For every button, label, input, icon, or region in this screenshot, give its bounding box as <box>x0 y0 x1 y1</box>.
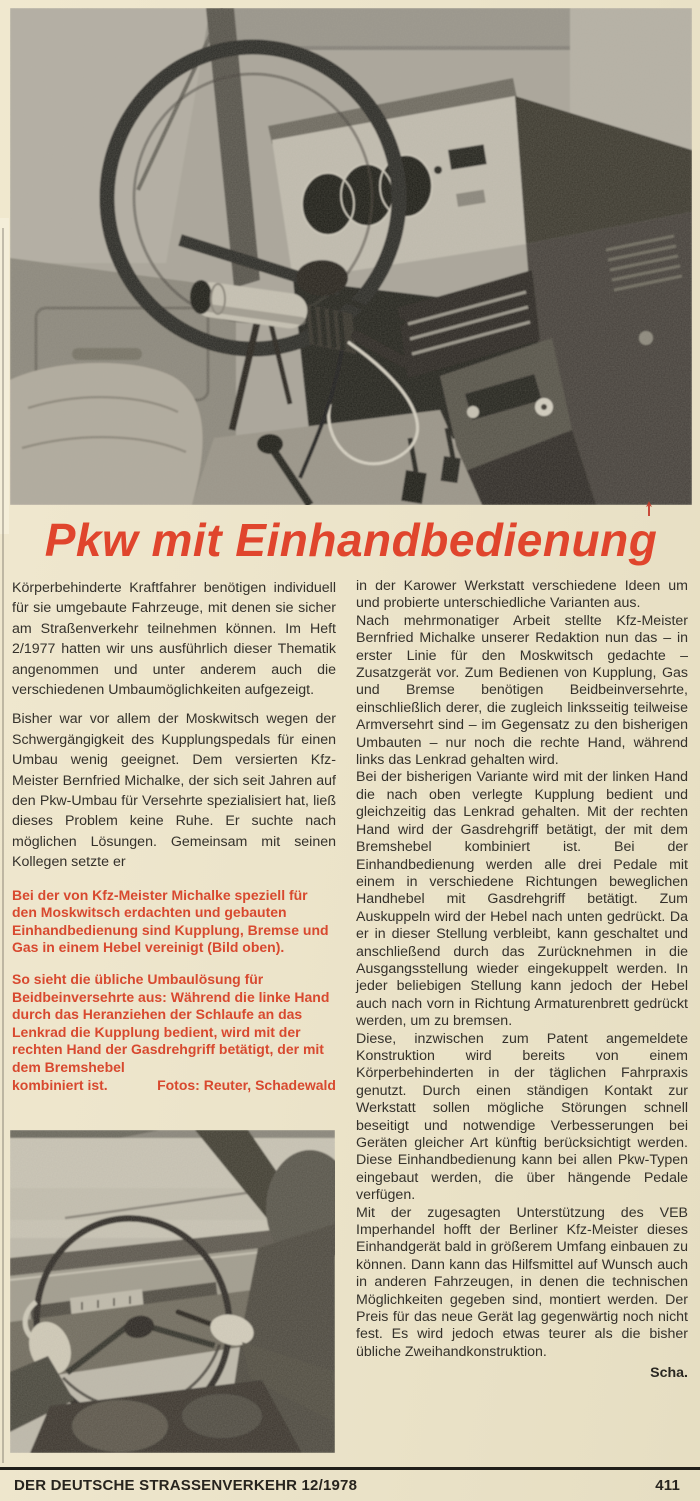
photo-caption-top: Bei der von Kfz-Meister Michalke speziell für den Moskwitsch erdachten und gebauten Einhandbedienung sind Kupplung, Bremse und Gas in einem Hebel vereinigt (Bild oben). <box>12 886 329 956</box>
top-photo <box>10 8 692 505</box>
footer-rule <box>0 1467 700 1470</box>
bottom-photo <box>10 1130 335 1453</box>
caption-text-end: kombiniert ist. <box>12 1076 108 1093</box>
photo-caption-bottom <box>12 971 336 1094</box>
body-paragraph: Körperbehinderte Kraftfahrer benötigen individuell für sie umgebaute Fahrzeuge, mit denen sie sicher am Straßenverkehr teilnehmen können. Im Heft 2/1977 hatten wir uns ausführlich dieser Thematik angenommen und unter anderem auch die verschiedenen Umbaumöglichkeiten aufgezeigt. <box>12 580 336 699</box>
body-paragraph: in der Karower Werkstatt verschiedene Ideen um und probierte unterschiedliche Varianten aus. <box>356 578 688 612</box>
page-number: 411 <box>655 1477 680 1494</box>
body-paragraph: Mit der zugesagten Unterstützung des VEB Imperhandel hofft der Berliner Kfz-Meister dieses Einhandgerät bald in größerem Umfang einbauen zu können. Dann kann das Hilfsmittel auf Wunsch auch in anderen Fahrzeugen, in denen die technischen Möglichkeiten gegeben sind, montiert werden. Der Preis für das neue Gerät lag gegenwärtig noch nicht fest. Es wird jedoch etwas teurer als die bisher übliche Zweihandkonstruktion. <box>356 1204 688 1360</box>
photo-credit: Fotos: Reuter, Schadewald <box>157 1076 336 1093</box>
left-column <box>12 578 336 1094</box>
author-byline: Scha. <box>650 1365 688 1382</box>
body-paragraph: Nach mehrmonatiger Arbeit stellte Kfz-Meister Bernfried Michalke unserer Redaktion nun das – in erster Linie für den Moskwitsch gedachte – Zusatzgerät vor. Zum Bedienen von Kupplung, Gas und Bremse benötigen Beidbeinversehrte, einschließlich derer, die zugleich linksseitig teilweise Armversehrt sind – im Gegensatz zu den bisherigen Umbauten – nur noch die rechte Hand, während links das Lenkrad gehalten wird. <box>356 612 688 769</box>
body-paragraph: Bei der bisherigen Variante wird mit der linken Hand die nach oben verlegte Kupplung bedient und gleichzeitig das Lenkrad gehalten. Mit der rechten Hand wird der Gasdrehgriff betätigt, der mit dem Bremshebel kombiniert ist. Bei der Einhandbedienung werden alle drei Pedale mit einem in verschiedene Richtungen beweglichen Handhebel mit Gasdrehgriff betätigt. Zum Auskuppeln wird der Hebel nach unten gedrückt. Da er in dieser Stellung verbleibt, kann geschaltet und anschließend durch das Zurücknehmen in die Ausgangsstellung wieder eingekuppelt werden. In jeder beliebigen Stellung kann jedoch der Hebel auch nach vorn in Richtung Armaturenbrett gedrückt werden, um zu bremsen. <box>356 769 688 1030</box>
caption-text: So sieht die übliche Umbaulösung für Beidbeinversehrte aus: Während die linke Hand durch das Heranziehen der Schlaufe an das Lenkrad die Kupplung bedient, wird mit der rechten Hand der Gasdrehgriff betätigt, der mit dem Bremshebel <box>12 971 330 1076</box>
article-headline: Pkw mit Einhandbedienung <box>44 514 658 566</box>
right-column <box>356 578 688 1381</box>
journal-title: DER DEUTSCHE STRASSENVERKEHR 12/1978 <box>14 1477 358 1494</box>
body-paragraph: Diese, inzwischen zum Patent angemeldete Konstruktion wird bereits von einem Körperbehinderten in der täglichen Fahrpraxis genutzt. Durch einen ständigen Kontakt zur Werkstatt sollen mögliche Störungen schnell beseitigt und notwendige Verbesserungen bei Geräten gleicher Art künftig berücksichtigt werden. Diese Einhandbedienung kann bei allen Pkw-Typen eingebaut werden, die über hängende Pedale verfügen. <box>356 1030 688 1204</box>
scan-edge-line <box>2 228 4 1463</box>
body-paragraph: Bisher war vor allem der Moskwitsch wegen der Schwergängigkeit des Kupplungspedals für einen Umbau wenig geeignet. Dem versierten Kfz-Meister Bernfried Michalke, der sich seit Jahren auf den Pkw-Umbau für Versehrte spezialisiert hat, ließ dieses Problem keine Ruhe. Er suchte nach möglichen Lösungen. Gemeinsam mit seinen Kollegen setzte er <box>12 711 336 871</box>
page-footer <box>0 1477 700 1494</box>
